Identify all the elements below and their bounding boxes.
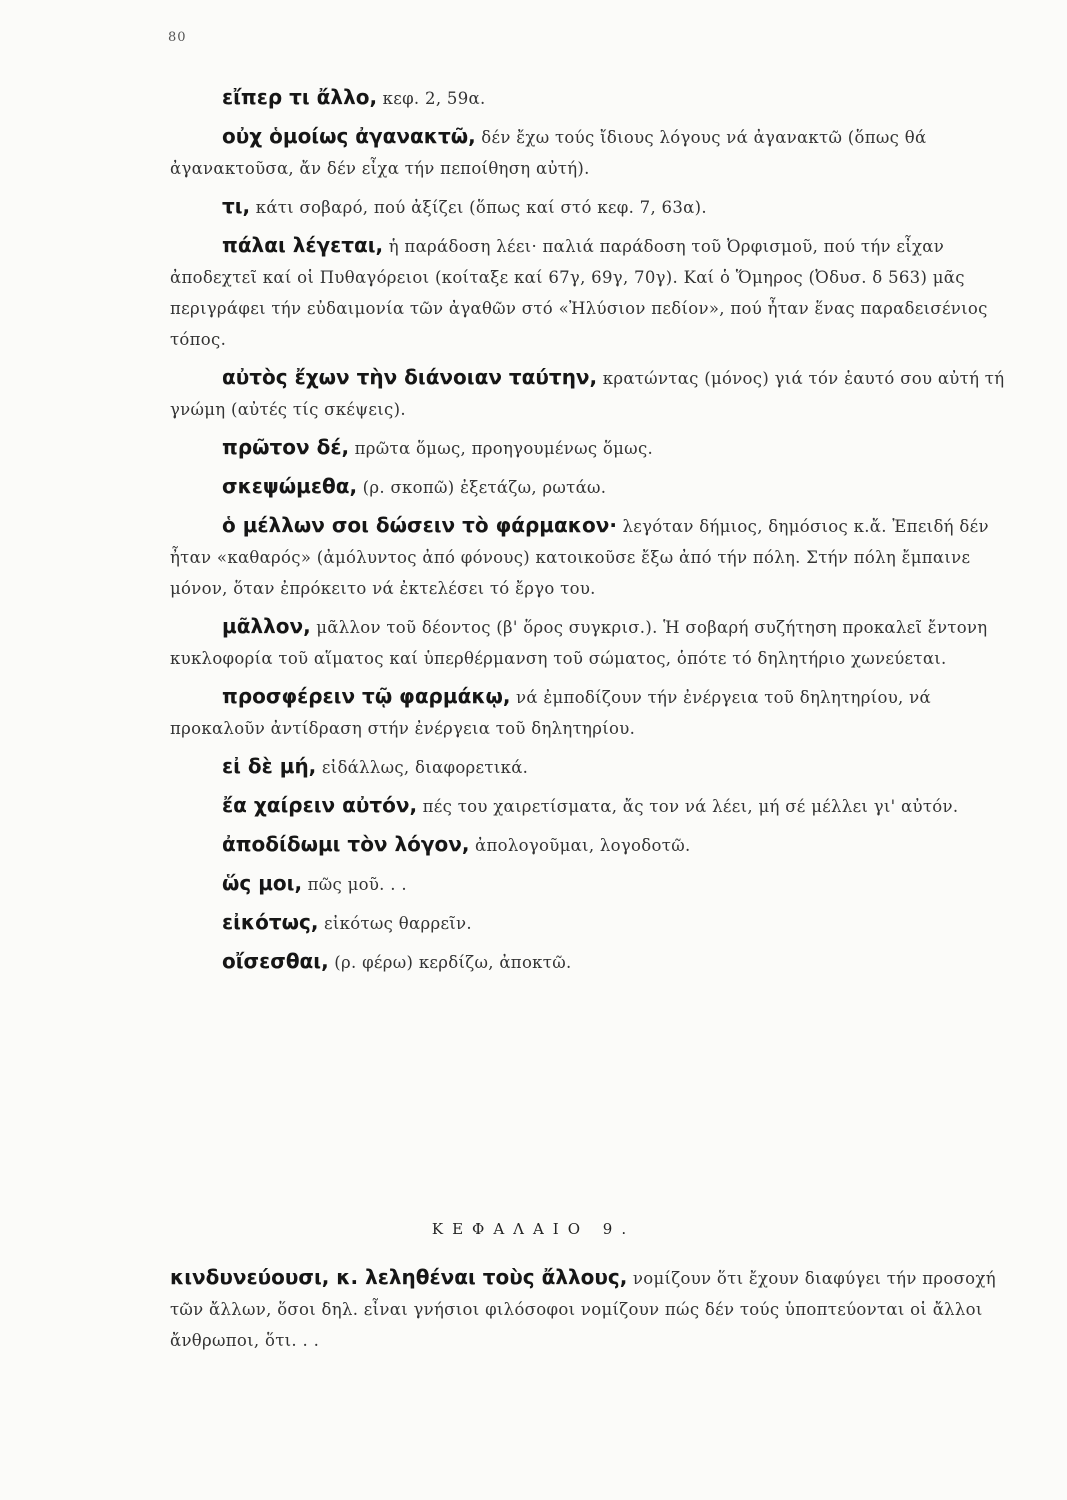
entry-term: εἴπερ τι ἄλλο, [222,85,378,109]
entry-gloss: (ρ. φέρω) κερδίζω, ἀποκτῶ. [328,953,572,972]
entry-gloss: νομίζουν ὅτι ἔχουν διαφύγει τήν προσοχή τῶν ἄλλων, ὅσοι δηλ. εἶναι γνήσιοι φιλόσοφοι νομίζουν πώς δέν τούς ὑποπτεύονται οἱ ἄλλοι ἄνθρωποι, ὅτι. . . [170,1269,996,1350]
entry-gloss: λεγόταν δήμιος, δημόσιος κ.ἄ. Ἐπειδή δέν ἦταν «καθαρός» (ἀμόλυντος ἀπό φόνους) κατοικοῦσε ἔξω ἀπό τήν πόλη. Στήν πόλη ἔμπαινε μόνον, ὅταν ἐπρόκειτο νά ἐκτελέσει τό ἔργο του. [170,517,989,598]
glossary-entry [170,868,1018,900]
glossary-entry [170,946,1018,978]
entry-gloss: (ρ. σκοπῶ) ἐξετάζω, ρωτάω. [357,478,607,497]
glossary-entry [170,121,1018,184]
page-number: 80 [168,30,187,45]
entry-gloss: εἰκότως θαρρεῖν. [318,914,472,933]
glossary-entry [170,681,1018,744]
glossary-entry [170,432,1018,464]
glossary-entries [170,82,1018,985]
glossary-entry [170,790,1018,822]
entry-term: ἀποδίδωμι τὸν λόγον, [222,832,470,856]
entry-gloss: ἀπολογοῦμαι, λογοδοτῶ. [469,836,691,855]
entry-term: ὁ μέλλων σοι δώσειν τὸ φάρμακον· [222,513,617,537]
entry-gloss: εἰδάλλως, διαφορετικά. [316,758,529,777]
chapter-heading: ΚΕΦΑΛΑΙΟ 9. [431,1220,636,1238]
entry-term: οἴσεσθαι, [222,949,329,973]
glossary-entry [170,510,1018,604]
glossary-entry [170,829,1018,861]
entry-gloss: πρῶτα ὅμως, προηγουμένως ὅμως. [349,439,654,458]
glossary-entry [170,471,1018,503]
entry-gloss: κεφ. 2, 59α. [377,89,486,108]
entry-term: σκεψώμεθα, [222,474,358,498]
entry-term: εἰ δὲ μή, [222,754,317,778]
chapter-entries [170,1262,1018,1363]
entry-term: κινδυνεύουσι, κ. λεληθέναι τοὺς ἄλλους, [170,1265,628,1289]
entry-term: μᾶλλον, [222,614,311,638]
entry-term: αὐτὸς ἔχων τὴν διάνοιαν ταύτην, [222,365,598,389]
entry-term: εἰκότως, [222,910,319,934]
entry-gloss: νά ἐμποδίζουν τήν ἐνέργεια τοῦ δηλητηρίου, νά προκαλοῦν ἀντίδραση στήν ἐνέργεια τοῦ δηλητηρίου. [170,688,931,738]
entry-gloss: κάτι σοβαρό, πού ἀξίζει (ὅπως καί στό κεφ. 7, 63α). [250,198,707,217]
glossary-entry [170,230,1018,355]
entry-gloss: πῶς μοῦ. . . [302,875,407,894]
glossary-entry [170,611,1018,674]
glossary-entry [170,362,1018,425]
entry-term: ὥς μοι, [222,871,303,895]
glossary-entry [170,82,1018,114]
entry-term: πρῶτον δέ, [222,435,350,459]
entry-term: προσφέρειν τῷ φαρμάκῳ, [222,684,511,708]
glossary-entry [170,191,1018,223]
glossary-entry [170,751,1018,783]
glossary-entry [170,1262,1018,1356]
entry-term: τι, [222,194,251,218]
entry-term: ἔα χαίρειν αὐτόν, [222,793,418,817]
entry-gloss: δέν ἔχω τούς ἴδιους λόγους νά ἀγανακτῶ (ὅπως θά ἀγανακτοῦσα, ἄν δέν εἶχα τήν πεποίθηση αὐτή). [170,128,927,178]
entry-term: πάλαι λέγεται, [222,233,384,257]
glossary-entry [170,907,1018,939]
entry-gloss: μᾶλλον τοῦ δέοντος (β' ὅρος συγκρισ.). Ἡ σοβαρή συζήτηση προκαλεῖ ἔντονη κυκλοφορία τοῦ αἵματος καί ὑπερθέρμανση τοῦ σώματος, ὁπότε τό δηλητήριο χωνεύεται. [170,618,988,668]
entry-gloss: κρατώντας (μόνος) γιά τόν ἑαυτό σου αὐτή τή γνώμη (αὐτές τίς σκέψεις). [170,369,1005,419]
entry-term: οὐχ ὁμοίως ἀγανακτῶ, [222,124,476,148]
entry-gloss: πές του χαιρετίσματα, ἄς τον νά λέει, μή σέ μέλλει γι' αὐτόν. [417,797,959,816]
entry-gloss: ἡ παράδοση λέει· παλιά παράδοση τοῦ Ὀρφισμοῦ, πού τήν εἶχαν ἀποδεχτεῖ καί οἱ Πυθαγόρειοι (κοίταξε καί 67γ, 69γ, 70γ). Καί ὁ Ὅμηρος (Ὀδυσ. δ 563) μᾶς περιγράφει τήν εὐδαιμονία τῶν ἀγαθῶν στό «Ἠλύσιον πεδίον», πού ἦταν ἕνας παραδεισένιος τόπος. [170,237,988,349]
